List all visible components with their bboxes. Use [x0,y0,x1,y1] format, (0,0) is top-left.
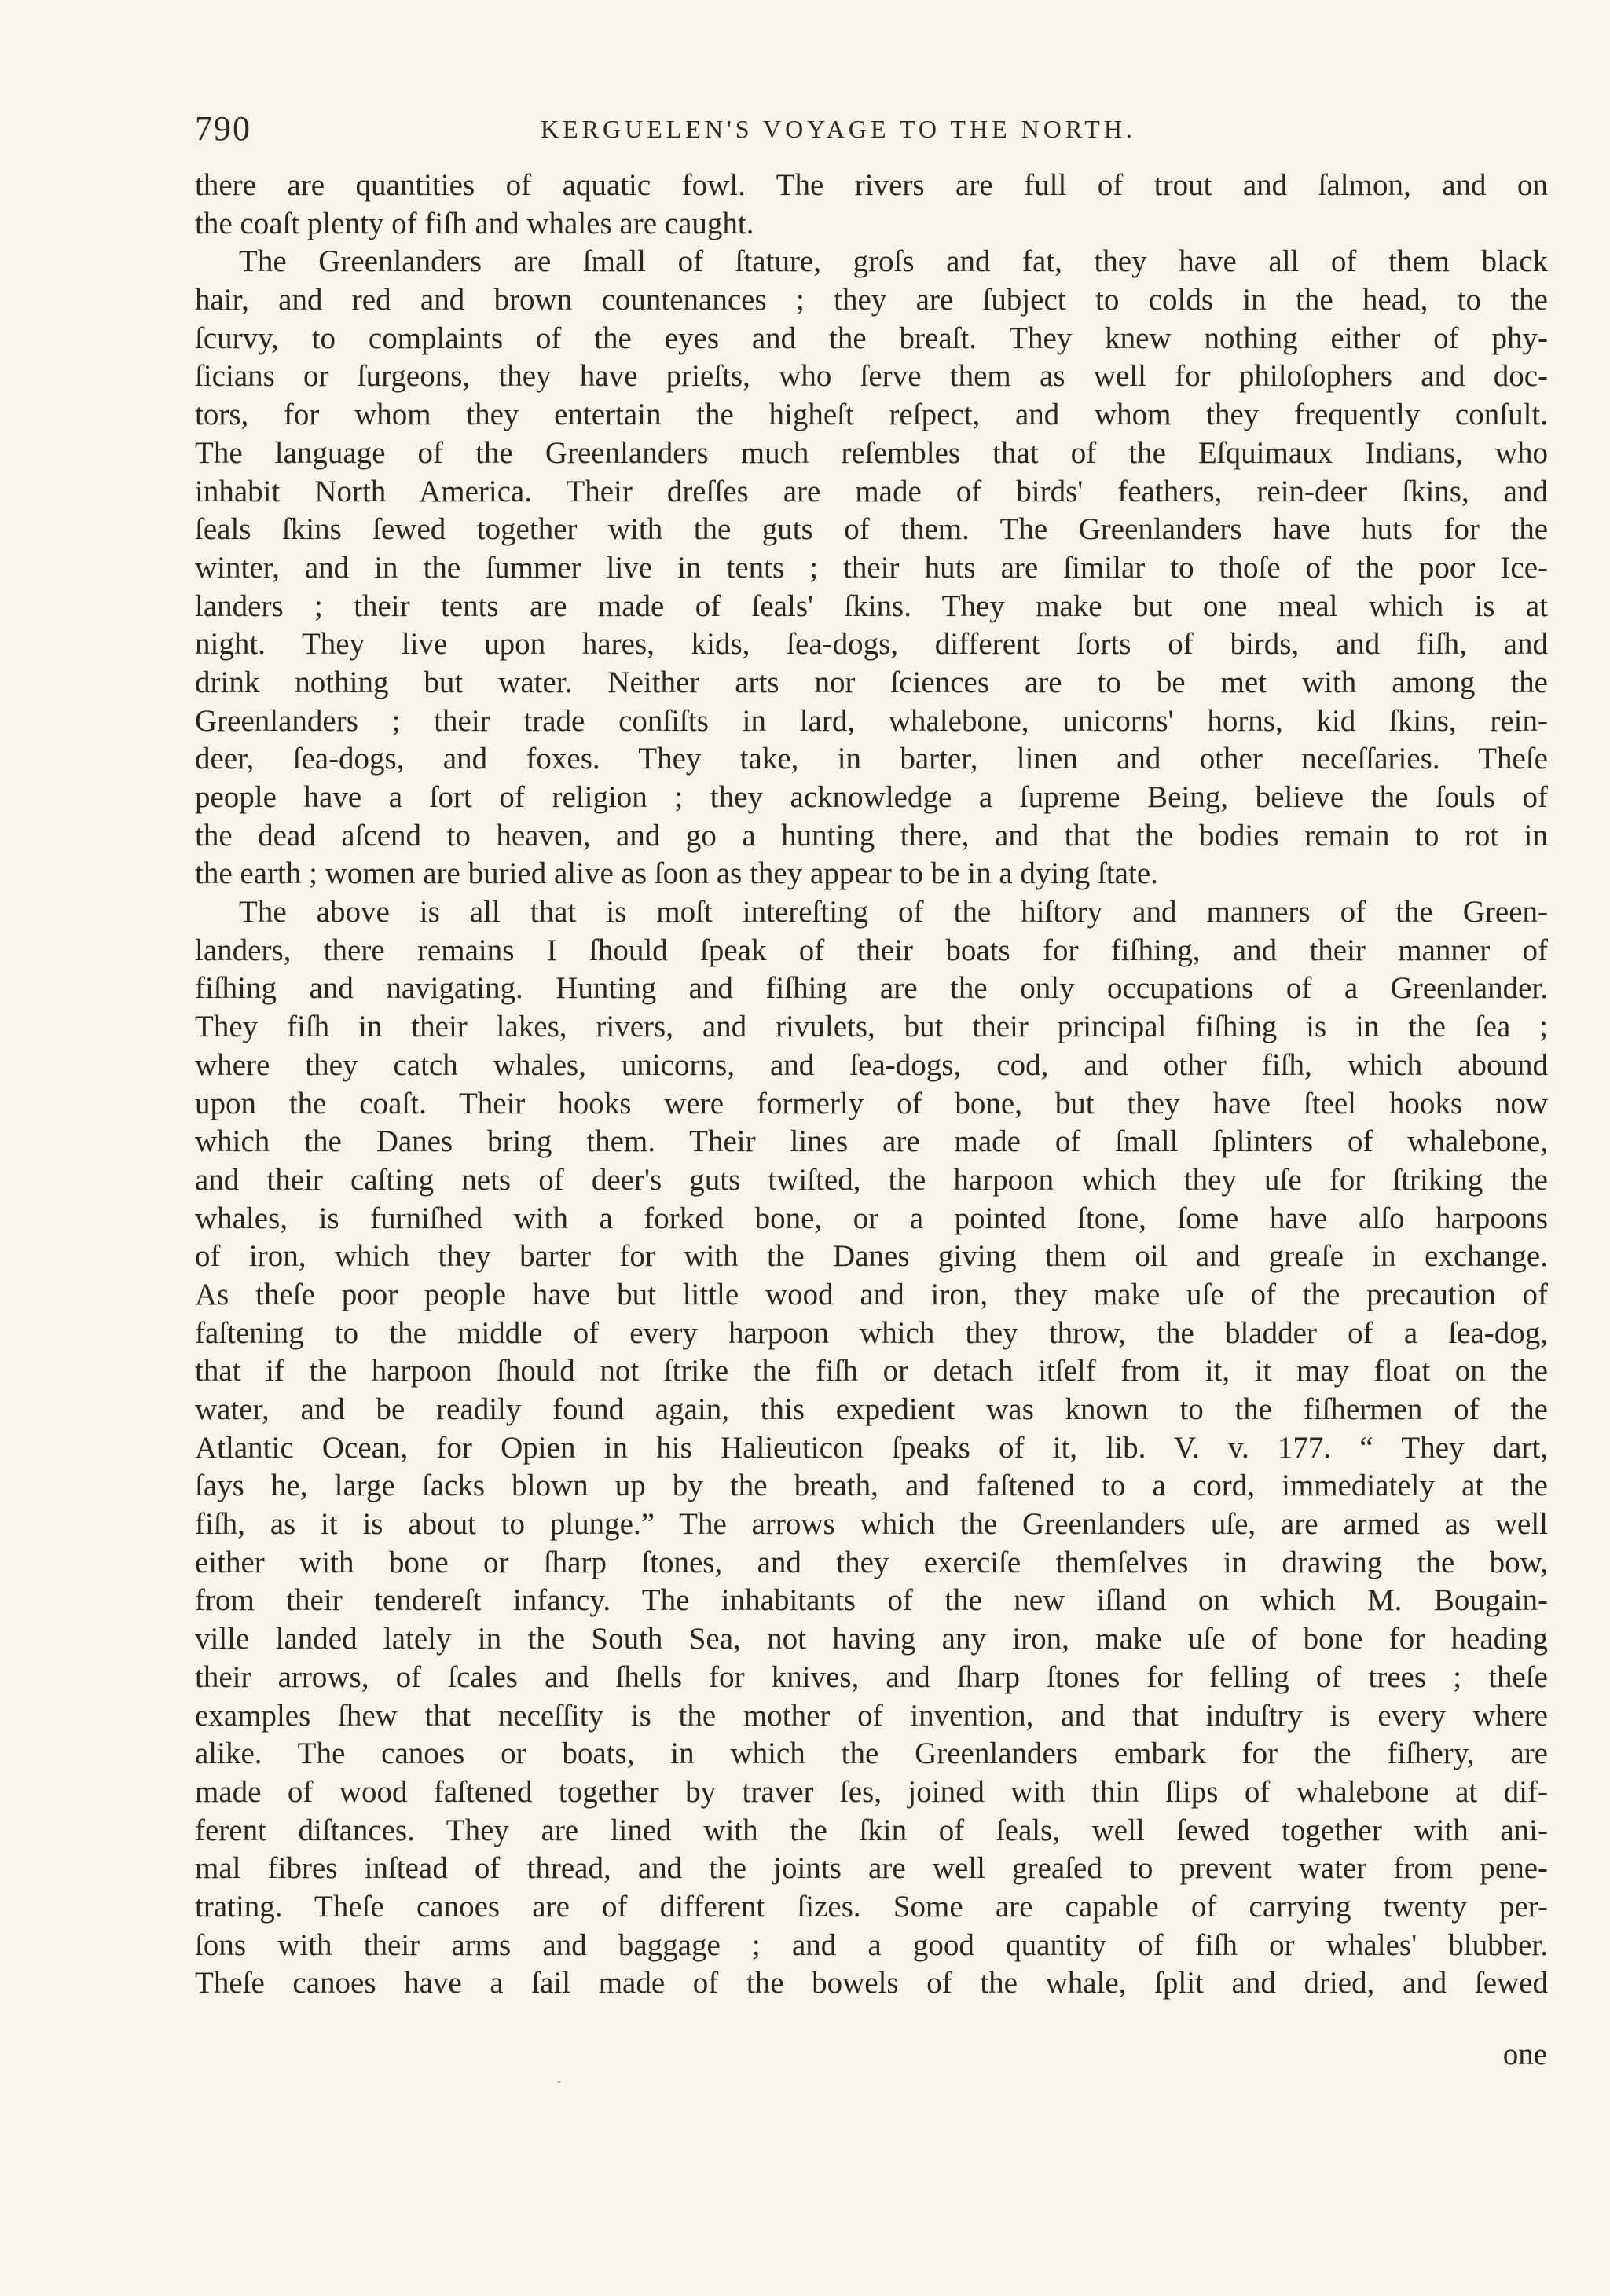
text-line: made of wood faſtened together by traver ſes, joined with thin ſlips of whalebone at dif- [195,1774,1548,1809]
text-line: ſeals ſkins ſewed together with the guts of them. The Greenlanders have huts for the [195,512,1548,547]
text-line: where they catch whales, unicorns, and ſea-dogs, cod, and other fiſh, which abound [195,1047,1548,1082]
text-line: the coaſt plenty of fiſh and whales are caught. [195,206,754,240]
text-line: upon the coaſt. Their hooks were formerly of bone, but they have ſteel hooks now [195,1086,1548,1120]
text-line: night. They live upon hares, kids, ſea-dogs, different ſorts of birds, and fiſh, and [195,627,1548,662]
text-line: hair, and red and brown countenances ; they are ſubject to colds in the head, to the [195,283,1548,317]
text-line: people have a ſort of religion ; they acknowledge a ſupreme Being, believe the ſouls of [195,780,1548,814]
text-line: ſons with their arms and baggage ; and a good quantity of fiſh or whales' blubber. [195,1927,1548,1962]
text-line: The Greenlanders are ſmall of ſtature, groſs and fat, they have all of them black [239,244,1548,279]
text-line: They fiſh in their lakes, rivers, and rivulets, but their principal fiſhing is in the ſea ; [195,1010,1548,1044]
text-line: and their caſting nets of deer's guts twiſted, the harpoon which they uſe for ſtriking the [195,1162,1548,1197]
text-line: whales, is furniſhed with a forked bone, or a pointed ſtone, ſome have alſo harpoons [195,1201,1548,1235]
text-line: faſtening to the middle of every harpoon which they throw, the bladder of a ſea-dog, [195,1315,1548,1350]
text-line: Theſe canoes have a ſail made of the bowels of the whale, ſplit and dried, and ſewed [195,1966,1548,2001]
text-line: ſcurvy, to complaints of the eyes and the breaſt. They knew nothing either of phy- [195,321,1548,355]
text-line: of iron, which they barter for with the Danes giving them oil and greaſe in exchange. [195,1239,1548,1274]
text-line: inhabit North America. Their dreſſes are made of birds' feathers, rein-deer ſkins, and [195,474,1548,508]
text-line: there are quantities of aquatic fowl. The rivers are full of trout and ſalmon, and on [195,168,1548,202]
text-line: examples ſhew that neceſſity is the mother of invention, and that induſtry is every where [195,1698,1548,1733]
text-line: which the Danes bring them. Their lines are made of ſmall ſplinters of whalebone, [195,1124,1548,1159]
text-line: the dead aſcend to heaven, and go a hunting there, and that the bodies remain to rot in [195,818,1548,853]
printing-speck [558,2081,560,2083]
catchword: one [1502,2037,1547,2071]
page-header [195,108,1546,156]
text-line: landers ; their tents are made of ſeals' ſkins. They make but one meal which is at [195,589,1548,623]
text-line: their arrows, of ſcales and ſhells for knives, and ſharp ſtones for felling of trees ; theſe [195,1660,1548,1694]
text-line: landers, there remains I ſhould ſpeak of their boats for fiſhing, and their manner of [195,933,1548,967]
text-line: The above is all that is moſt intereſting of the hiſtory and manners of the Green- [239,895,1548,930]
text-line: from their tendereſt infancy. The inhabitants of the new iſland on which M. Bougain- [195,1583,1548,1618]
text-line: alike. The canoes or boats, in which the Greenlanders embark for the fiſhery, are [195,1737,1548,1771]
text-line: ſicians or ſurgeons, they have prieſts, who ſerve them as well for philoſophers and doc- [195,359,1548,394]
text-line: fiſh, as it is about to plunge.” The arrows which the Greenlanders uſe, are armed as well [195,1507,1548,1542]
text-line: the earth ; women are buried alive as ſoon as they appear to be in a dying ſtate. [195,856,1158,891]
text-line: tors, for whom they entertain the higheſt reſpect, and whom they frequently conſult. [195,398,1548,432]
text-line: fiſhing and navigating. Hunting and fiſhing are the only occupations of a Greenlander. [195,971,1548,1006]
text-line: that if the harpoon ſhould not ſtrike the fiſh or detach itſelf from it, it may float on the [195,1354,1548,1388]
text-line: winter, and in the ſummer live in tents ; their huts are ſimilar to thoſe of the poor Ice- [195,550,1548,585]
running-head: KERGUELEN'S VOYAGE TO THE NORTH. [541,115,1136,143]
text-line: As theſe poor people have but little wood and iron, they make uſe of the precaution of [195,1277,1548,1311]
text-line: drink nothing but water. Neither arts nor ſciences are to be met with among the [195,665,1548,699]
text-line: mal fibres inſtead of thread, and the joints are well greaſed to prevent water from pene- [195,1851,1548,1886]
text-line: water, and be readily found again, this expedient was known to the fiſhermen of the [195,1392,1548,1426]
body-text [195,167,1548,2003]
page-number: 790 [195,109,251,148]
text-line: The language of the Greenlanders much reſembles that of the Eſquimaux Indians, who [195,435,1548,470]
text-line: ſays he, large ſacks blown up by the breath, and faſtened to a cord, immediately at the [195,1469,1548,1503]
text-line: ville landed lately in the South Sea, not having any iron, make uſe of bone for heading [195,1622,1548,1656]
text-line: ferent diſtances. They are lined with the ſkin of ſeals, well ſewed together with ani- [195,1813,1548,1847]
text-line: Atlantic Ocean, for Opien in his Halieuticon ſpeaks of it, lib. V. v. 177. “ They dart, [195,1430,1548,1465]
text-line: either with bone or ſharp ſtones, and they exerciſe themſelves in drawing the bow, [195,1545,1548,1579]
text-line: trating. Theſe canoes are of different ſizes. Some are capable of carrying twenty per- [195,1889,1548,1924]
text-line: deer, ſea-dogs, and foxes. They take, in barter, linen and other neceſſaries. Theſe [195,742,1548,776]
text-line: Greenlanders ; their trade conſiſts in lard, whalebone, unicorns' horns, kid ſkins, rein- [195,703,1548,738]
